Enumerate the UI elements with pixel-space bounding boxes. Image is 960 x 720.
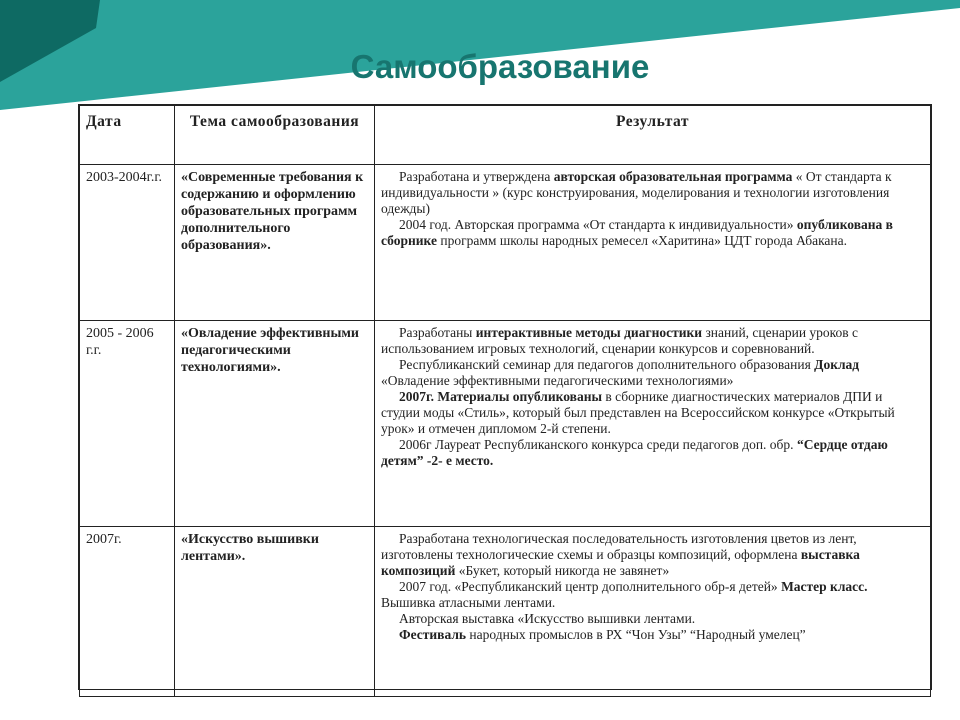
result-text: « От стандарта к индивидуальности » (курс конструирования, моделирования и технологии изготовления одежды) — [381, 169, 892, 216]
result-text: Разработаны — [399, 325, 476, 340]
result-bold-text: Фестиваль — [399, 627, 467, 642]
row-date: 2003-2004г.г. — [80, 165, 175, 321]
header-result: Результат — [375, 106, 931, 165]
result-bold-text: Мастер класс. — [781, 579, 868, 594]
row-topic: «Современные требования к содержанию и оформлению образовательных программ дополнительного образования». — [175, 165, 375, 321]
result-bold-text: выставка композиций — [381, 547, 860, 578]
table-row — [80, 527, 931, 697]
row-result — [375, 527, 931, 697]
result-bold-text: опубликована в сборнике — [381, 217, 893, 248]
result-paragraph — [381, 437, 924, 469]
table-row — [80, 321, 931, 527]
row-topic: «Овладение эффективными педагогическими технологиями». — [175, 321, 375, 527]
result-paragraph — [381, 531, 924, 579]
table-header-row — [80, 106, 931, 165]
result-bold-text: “Сердце отдаю детям” -2- е место. — [381, 437, 888, 468]
result-text: Республиканский семинар для педагогов дополнительного образования — [399, 357, 815, 372]
result-text: Разработана технологическая последовательность изготовления цветов из лент, изготовлены технологические схемы и образцы композиций, оформлена — [381, 531, 857, 562]
result-text: «Овладение эффективными педагогическими технологиями» — [381, 373, 734, 388]
result-bold-text: авторская образовательная программа — [553, 169, 793, 184]
result-paragraph — [381, 357, 924, 389]
result-text: 2006г Лауреат Республиканского конкурса среди педагогов доп. обр. — [399, 437, 797, 452]
header-date: Дата — [80, 106, 175, 165]
row-result — [375, 321, 931, 527]
result-text: Вышивка атласными лентами. — [381, 595, 556, 610]
result-paragraph — [381, 611, 924, 627]
result-bold-text: Доклад — [814, 357, 860, 372]
result-text: 2007 год. «Республиканский центр дополнительного обр-я детей» — [399, 579, 782, 594]
result-text: 2004 год. Авторская программа «От стандарта к индивидуальности» — [399, 217, 797, 232]
result-paragraph — [381, 579, 924, 611]
result-paragraph — [381, 627, 924, 643]
result-bold-text: интерактивные методы диагностики — [475, 325, 703, 340]
result-text: знаний, сценарии уроков с использованием игровых технологий, сценарии конкурсов и соревнований. — [381, 325, 859, 356]
row-date: 2007г. — [80, 527, 175, 697]
result-paragraph — [381, 169, 924, 217]
result-bold-text: 2007г. Материалы опубликованы — [399, 389, 603, 404]
row-date: 2005 - 2006 г.г. — [80, 321, 175, 527]
result-text: Авторская выставка «Искусство вышивки лентами. — [399, 611, 696, 626]
result-paragraph — [381, 389, 924, 437]
page-title: Самообразование — [350, 48, 650, 85]
result-text: «Букет, который никогда не завянет» — [455, 563, 670, 578]
result-text: Разработана и утверждена — [399, 169, 554, 184]
row-result — [375, 165, 931, 321]
result-text: программ школы народных ремесел «Харитина» ЦДТ города Абакана. — [436, 233, 848, 248]
result-paragraph — [381, 217, 924, 249]
row-topic: «Искусство вышивки лентами». — [175, 527, 375, 697]
self-education-table — [78, 104, 932, 690]
header-topic: Тема самообразования — [175, 106, 375, 165]
table-row — [80, 165, 931, 321]
result-text: народных промыслов в РХ “Чон Узы” “Народный умелец” — [466, 627, 806, 642]
result-text: в сборнике диагностических материалов ДПИ и студии моды «Стиль», который был представлен на Всероссийском конкурсе «Открытый урок» и отмечен дипломом 2-й степени. — [381, 389, 895, 436]
result-paragraph — [381, 325, 924, 357]
